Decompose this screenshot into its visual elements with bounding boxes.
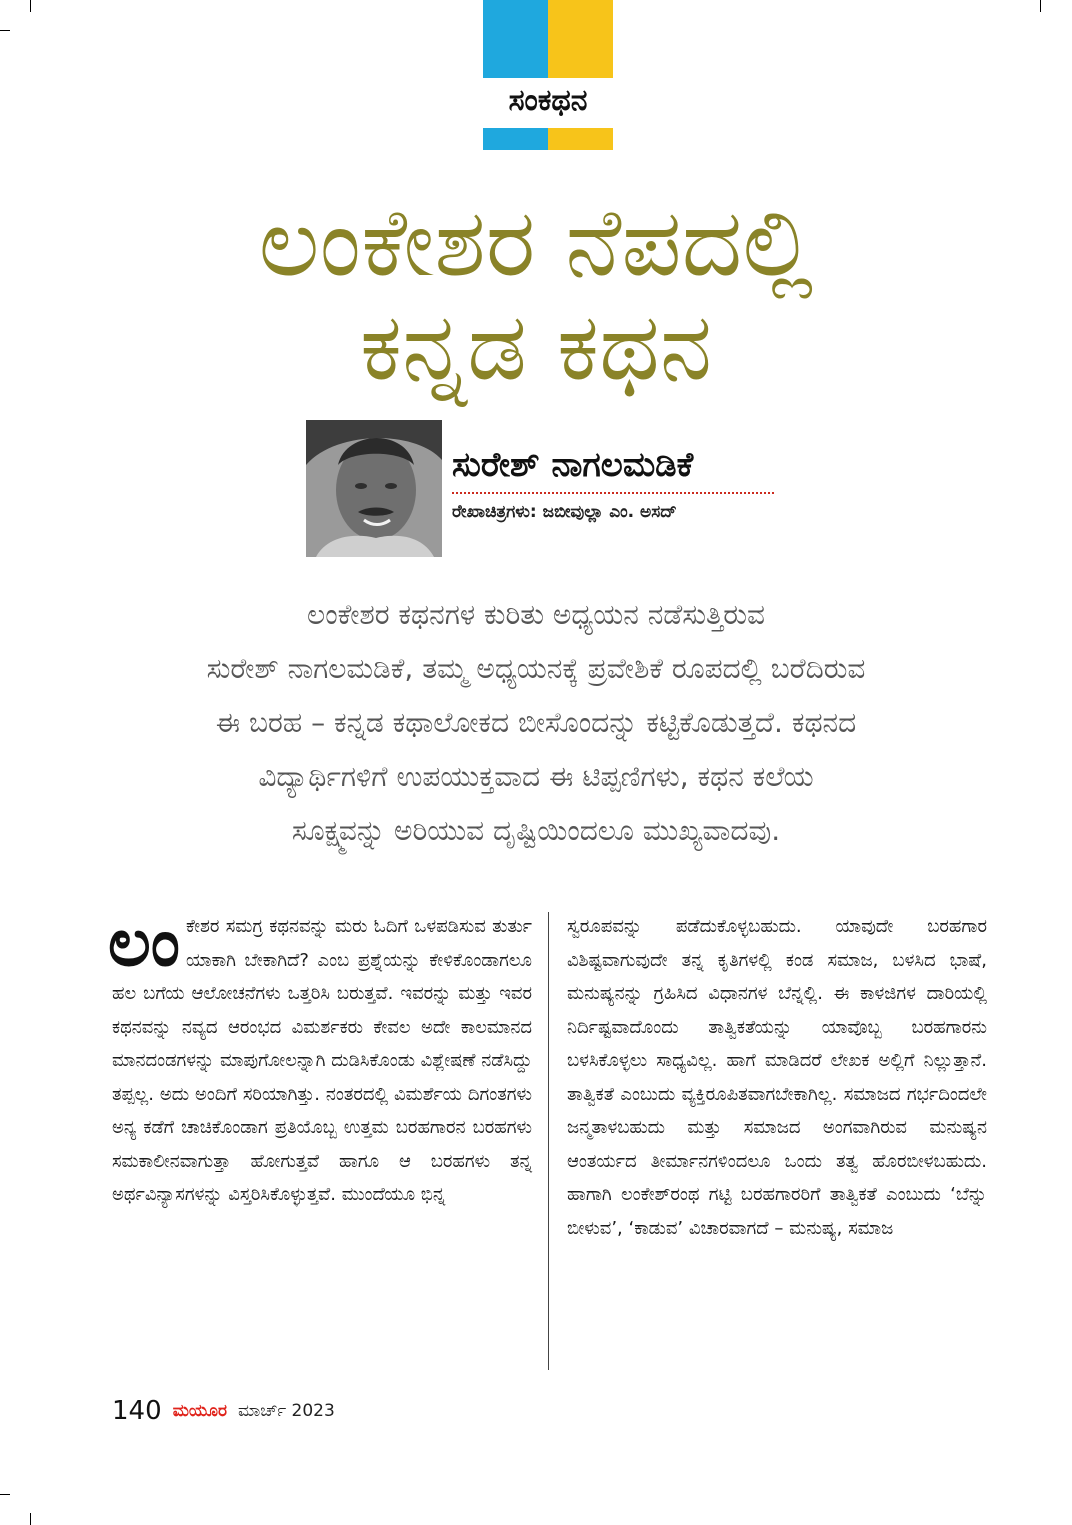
crop-mark-left-upper: [0, 30, 10, 31]
intro-line: ವಿದ್ಯಾರ್ಥಿಗಳಿಗೆ ಉಪಯುಕ್ತವಾದ ಈ ಟಿಪ್ಪಣಿಗಳು, ಕಥನ ಕಲೆಯ: [258, 760, 814, 793]
magazine-name: ಮಯೂರ: [172, 1401, 227, 1421]
headline-line-1: ಲಂಕೇಶರ ನೆಪದಲ್ಲಿ: [258, 189, 814, 298]
crop-mark-bottom-left: [30, 1513, 31, 1525]
intro-line: ಈ ಬರಹ – ಕನ್ನಡ ಕಥಾಲೋಕದ ಬೀಸೊಂದನ್ನು ಕಟ್ಟಿಕೊಡುತ್ತದೆ. ಕಥನದ: [215, 706, 857, 739]
intro-line: ಲಂಕೇಶರ ಕಥನಗಳ ಕುರಿತು ಅಧ್ಯಯನ ನಡೆಸುತ್ತಿರುವ: [307, 598, 765, 631]
body-paragraph: [567, 910, 987, 1245]
category-color-bar-bottom: [483, 128, 613, 150]
body-text-column-1: ಕೇಶರ ಸಮಗ್ರ ಕಥನವನ್ನು ಮರು ಓದಿಗೆ ಒಳಪಡಿಸುವ ತುರ್ತು ಯಾಕಾಗಿ ಬೇಕಾಗಿದೆ? ಎಂಬ ಪ್ರಶ್ನೆಯನ್ನು ಕೇಳಿಕೊಂಡಾಗಲೂ ಹಲ ಬಗೆಯ ಆಲೋಚನೆಗಳು ಒತ್ತರಿಸಿ ಬರುತ್ತವೆ. ಇವರನ್ನು ಮತ್ತು ಇವರ ಕಥನವನ್ನು ನವ್ಯದ ಆರಂಭದ ವಿಮರ್ಶಕರು ಕೇವಲ ಅದೇ ಕಾಲಮಾನದ ಮಾನದಂಡಗಳನ್ನು ಮಾಪುಗೋಲನ್ನಾಗಿ ದುಡಿಸಿಕೊಂಡು ವಿಶ್ಲೇಷಣೆ ನಡೆಸಿದ್ದು ತಪ್ಪಲ್ಲ. ಅದು ಅಂದಿಗೆ ಸರಿಯಾಗಿತ್ತು. ನಂತರದಲ್ಲಿ ವಿಮರ್ಶೆಯ ದಿಗಂತಗಳು ಅನ್ಯ ಕಡೆಗೆ ಚಾಚಿಕೊಂಡಾಗ ಪ್ರತಿಯೊಬ್ಬ ಉತ್ತಮ ಬರಹಗಾರನ ಬರಹಗಳು ಸಮಕಾಲೀನವಾಗುತ್ತಾ ಹೋಗುತ್ತವೆ ಹಾಗೂ ಆ ಬರಹಗಳು ತನ್ನ ಅರ್ಥವಿನ್ಯಾಸಗಳನ್ನು ವಿಸ್ತರಿಸಿಕೊಳ್ಳುತ್ತವೆ. ಮುಂದೆಯೂ ಭಿನ್ನ: [112, 916, 532, 1205]
drop-cap: ಲಂ: [108, 904, 181, 981]
author-name: ಸುರೇಶ್ ನಾಗಲಮಡಿಕೆ: [452, 445, 694, 485]
intro-line: ಸೂಕ್ಷ್ಮವನ್ನು ಅರಿಯುವ ದೃಷ್ಟಿಯಿಂದಲೂ ಮುಖ್ಯವಾದವು.: [291, 814, 781, 847]
headline-line-2: ಕನ್ನಡ ಕಥನ: [359, 293, 713, 402]
crop-mark-top-right: [1040, 0, 1041, 12]
category-bar-blue-bottom: [483, 128, 548, 150]
category-bar-yellow-bottom: [548, 128, 613, 150]
intro-line: ಸುರೇಶ್ ನಾಗಲಮಡಿಕೆ, ತಮ್ಮ ಅಧ್ಯಯನಕ್ಕೆ ಪ್ರವೇಶಿಕೆ ರೂಪದಲ್ಲಿ ಬರೆದಿರುವ: [206, 652, 866, 685]
author-divider: [452, 492, 774, 494]
crop-mark-top-left: [30, 0, 31, 12]
crop-mark-left-lower: [0, 1494, 10, 1495]
category-bar-blue: [483, 0, 548, 78]
illustration-credit: ರೇಖಾಚಿತ್ರಗಳು: ಜಬೀವುಲ್ಲಾ ಎಂ. ಅಸದ್: [452, 502, 677, 522]
author-photo: [306, 420, 442, 557]
body-text-column-2: ಸ್ವರೂಪವನ್ನು ಪಡೆದುಕೊಳ್ಳಬಹುದು. ಯಾವುದೇ ಬರಹಗಾರ ವಿಶಿಷ್ಟವಾಗುವುದೇ ತನ್ನ ಕೃತಿಗಳಲ್ಲಿ ಕಂಡ ಸಮಾಜ, ಬಳಸಿದ ಭಾಷೆ, ಮನುಷ್ಯನನ್ನು ಗ್ರಹಿಸಿದ ವಿಧಾನಗಳ ಬೆನ್ನಲ್ಲಿ. ಈ ಕಾಳಜಿಗಳ ದಾರಿಯಲ್ಲಿ ನಿರ್ದಿಷ್ಟವಾದೊಂದು ತಾತ್ವಿಕತೆಯನ್ನು ಯಾವೊಬ್ಬ ಬರಹಗಾರನು ಬಳಸಿಕೊಳ್ಳಲು ಸಾಧ್ಯವಿಲ್ಲ. ಹಾಗೆ ಮಾಡಿದರೆ ಲೇಖಕ ಅಲ್ಲಿಗೆ ನಿಲ್ಲುತ್ತಾನೆ. ತಾತ್ವಿಕತೆ ಎಂಬುದು ವ್ಯಕ್ತಿರೂಪಿತವಾಗಬೇಕಾಗಿಲ್ಲ. ಸಮಾಜದ ಗರ್ಭದಿಂದಲೇ ಜನ್ಮತಾಳಬಹುದು ಮತ್ತು ಸಮಾಜದ ಅಂಗವಾಗಿರುವ ಮನುಷ್ಯನ ಆಂತರ್ಯದ ತೀರ್ಮಾನಗಳಿಂದಲೂ ಒಂದು ತತ್ವ ಹೊರಬೀಳಬಹುದು. ಹಾಗಾಗಿ ಲಂಕೇಶ್‌ರಂಥ ಗಟ್ಟಿ ಬರಹಗಾರರಿಗೆ ತಾತ್ವಿಕತೆ ಎಂಬುದು ‘ಬೆನ್ನು ಬೀಳುವ’, ‘ಕಾಡುವ’ ವಿಚಾರವಾಗದೆ – ಮನುಷ್ಯ, ಸಮಾಜ: [567, 916, 987, 1239]
category-header: [483, 0, 613, 150]
column-divider: [548, 912, 549, 1370]
category-color-bar-top: [483, 0, 613, 78]
body-column-left: [108, 904, 532, 1212]
issue-date: ಮಾರ್ಚ್ 2023: [238, 1401, 335, 1421]
article-intro: [96, 588, 976, 858]
body-paragraph: [108, 904, 532, 1212]
page-footer: [112, 1396, 335, 1426]
category-bar-yellow: [548, 0, 613, 78]
category-label: ಸಂಕಥನ: [508, 83, 588, 118]
author-portrait-image: [306, 420, 442, 557]
body-column-right: [567, 910, 987, 1245]
article-headline: [100, 189, 972, 402]
page-number: 140: [112, 1396, 162, 1426]
